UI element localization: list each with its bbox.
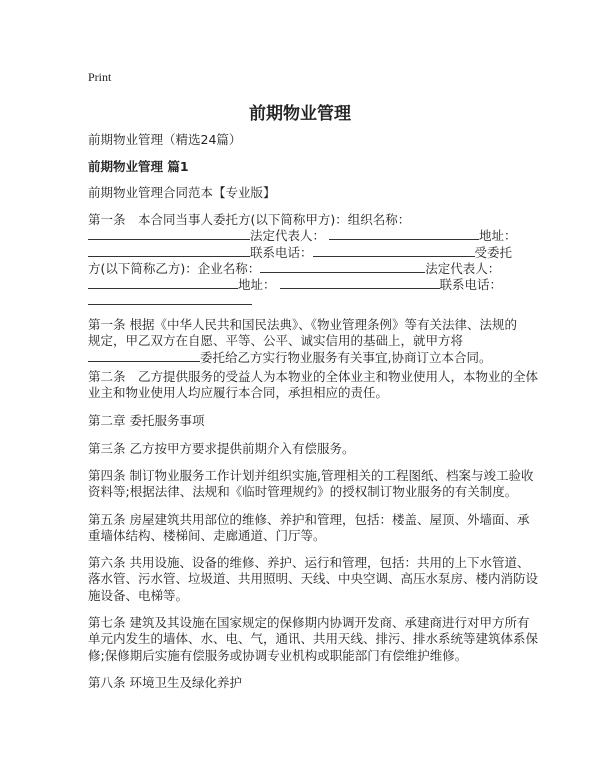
paragraph: [88, 675, 528, 691]
paragraph: [88, 555, 539, 604]
label-address: 地址：: [238, 277, 276, 293]
paragraph: [88, 317, 528, 366]
label-phone: 联系电话：: [439, 277, 503, 293]
paragraph: [88, 512, 528, 545]
paragraph-line: 委托给乙方实行物业服务有关事宜,协商订立本合同。: [200, 349, 492, 365]
paragraph: [88, 615, 539, 664]
paragraph-line: 第三条 乙方按甲方要求提供前期介入有偿服务。: [88, 441, 355, 456]
section-heading: 前期物业管理 篇1: [88, 159, 189, 174]
clause-text: 方(以下简称乙方)：企业名称：: [88, 260, 261, 276]
subtitle: 前期物业管理（精选24篇）: [88, 132, 242, 147]
label-legal-rep: 法定代表人：: [425, 260, 501, 276]
clause-1-parties: [88, 212, 528, 310]
paragraph-line: 业主和物业使用人均应履行本合同，承担相应的责任。: [88, 385, 389, 401]
paragraph-line: 单元内发生的墙体、水、电、气，通讯、共用天线、排污、排水系统等建筑体系保: [88, 631, 539, 647]
paragraph: [88, 369, 539, 402]
paragraph-line: 第六条 共用设施、设备的维修、养护、运行和管理，包括：共用的上下水管道、: [88, 555, 530, 570]
doc-title: 前期物业管理合同范本【专业版】: [88, 185, 276, 200]
page-title: 前期物业管理: [249, 104, 351, 124]
paragraph-line: 第七条 建筑及其设施在国家规定的保修期内协调开发商、承建商进行对甲方所有: [88, 615, 530, 630]
paragraph-line: 重墙体结构、楼梯间、走廊通道、门厅等。: [88, 528, 326, 544]
label-legal-rep: 法定代表人：: [250, 228, 326, 244]
paragraph-line: 第五条 房屋建筑共用部位的维修、养护和管理，包括：楼盖、屋顶、外墙面、承: [88, 512, 530, 527]
paragraph-line: 落水管、污水管、垃圾道、共用照明、天线、中央空调、高压水泵房、楼内消防设: [88, 571, 539, 587]
paragraph-line: 第二条 乙方提供服务的受益人为本物业的全体业主和物业使用人，本物业的全体: [88, 369, 539, 384]
blank-field[interactable]: [260, 261, 425, 273]
paragraph: [88, 468, 534, 501]
label-address: 地址：: [479, 228, 517, 244]
paragraph-line: 资料等;根据法律、法规和《临时管理规约》的授权制订物业服务的有关制度。: [88, 484, 518, 500]
blank-field[interactable]: [329, 228, 479, 240]
print-link[interactable]: Print: [88, 70, 112, 84]
blank-field[interactable]: [88, 277, 238, 289]
blank-field[interactable]: [88, 350, 200, 362]
paragraph-line: 第八条 环境卫生及绿化养护: [88, 675, 242, 690]
blank-field[interactable]: [313, 245, 475, 257]
paragraph-line: 修;保修期后实施有偿服务或协调专业机构或职能部门有偿维护维修。: [88, 647, 468, 663]
label-phone: 联系电话：: [250, 244, 313, 260]
blank-field[interactable]: [88, 245, 250, 257]
blank-field[interactable]: [88, 228, 250, 240]
paragraph-line: 第四条 制订物业服务工作计划并组织实施,管理相关的工程图纸、档案与竣工验收: [88, 468, 534, 483]
chapter-heading: [88, 413, 528, 429]
blank-field[interactable]: [88, 293, 252, 305]
blank-field[interactable]: [280, 277, 440, 289]
clause-text: 第一条 本合同当事人委托方(以下简称甲方)：组织名称：: [88, 212, 411, 227]
clause-text: 受委托: [474, 244, 513, 260]
paragraph-line: 第二章 委托服务事项: [88, 413, 205, 428]
paragraph-line: 第一条 根据《中华人民共和国民法典》、《物业管理条例》等有关法律、法规的: [88, 317, 517, 332]
paragraph-line: 规定，甲乙双方在自愿、平等、公平、诚实信用的基础上，就甲方将: [88, 333, 464, 349]
paragraph-line: 施设备、电梯等。: [88, 587, 189, 603]
paragraph: [88, 441, 528, 457]
